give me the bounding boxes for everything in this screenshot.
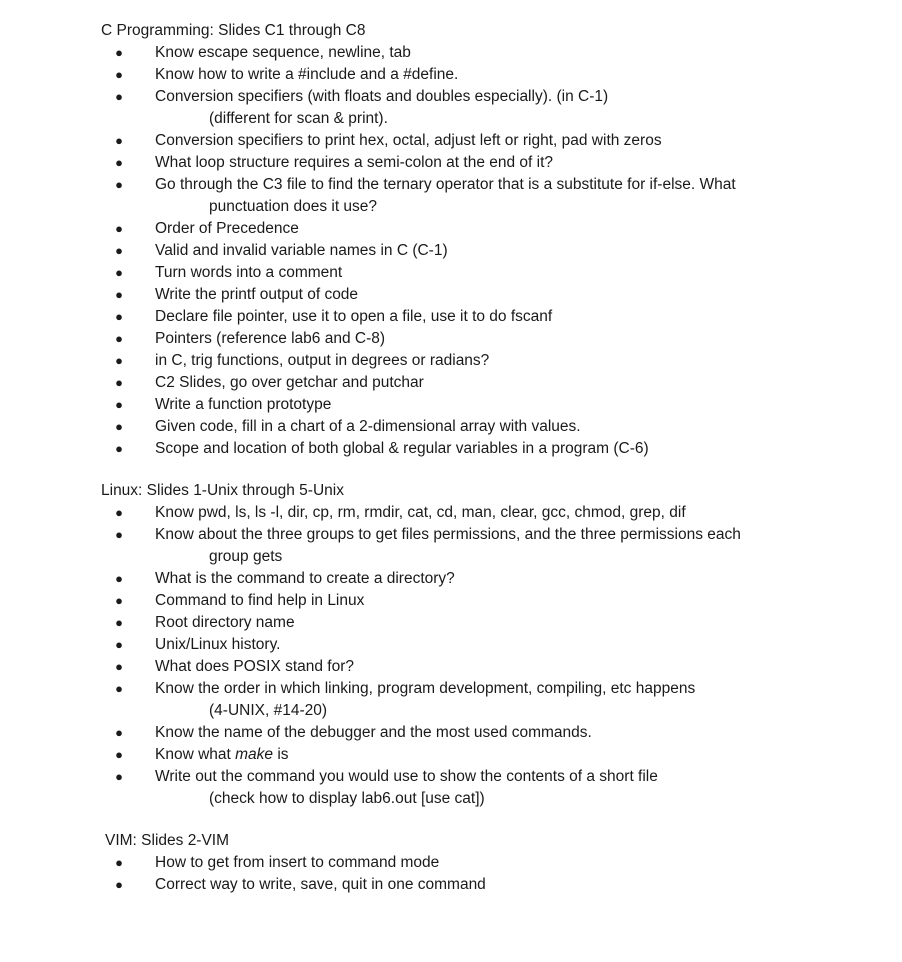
bullet-icon: ● — [115, 265, 123, 280]
bullet-icon: ● — [115, 747, 123, 762]
bullet-icon: ● — [115, 615, 123, 630]
bullet-icon: ● — [115, 67, 123, 82]
section-heading: C Programming: Slides C1 through C8 — [101, 22, 366, 39]
bullet-icon: ● — [115, 397, 123, 412]
bullet-icon: ● — [115, 375, 123, 390]
bullet-icon: ● — [115, 441, 123, 456]
bullet-icon: ● — [115, 133, 123, 148]
bullet-icon: ● — [115, 571, 123, 586]
bullet-icon: ● — [115, 331, 123, 346]
bullet-icon: ● — [115, 505, 123, 520]
bullet-icon: ● — [115, 593, 123, 608]
bullet-icon: ● — [115, 45, 123, 60]
bullet-icon: ● — [115, 419, 123, 434]
bullet-icon: ● — [115, 155, 123, 170]
bullet-icon: ● — [115, 659, 123, 674]
bullet-icon: ● — [115, 769, 123, 784]
bullet-icon: ● — [115, 287, 123, 302]
bullet-icon: ● — [115, 855, 123, 870]
bullet-icon: ● — [115, 221, 123, 236]
bullet-icon: ● — [115, 177, 123, 192]
bullet-icon: ● — [115, 309, 123, 324]
bullet-icon: ● — [115, 89, 123, 104]
section-heading: VIM: Slides 2-VIM — [105, 832, 230, 849]
bullet-icon: ● — [115, 527, 123, 542]
section-heading: Linux: Slides 1-Unix through 5-Unix — [101, 482, 344, 499]
bullet-icon: ● — [115, 877, 123, 892]
bullet-icon: ● — [115, 637, 123, 652]
bullet-icon: ● — [115, 353, 123, 368]
bullet-icon: ● — [115, 243, 123, 258]
bullet-icon: ● — [115, 681, 123, 696]
bullet-icon: ● — [115, 725, 123, 740]
